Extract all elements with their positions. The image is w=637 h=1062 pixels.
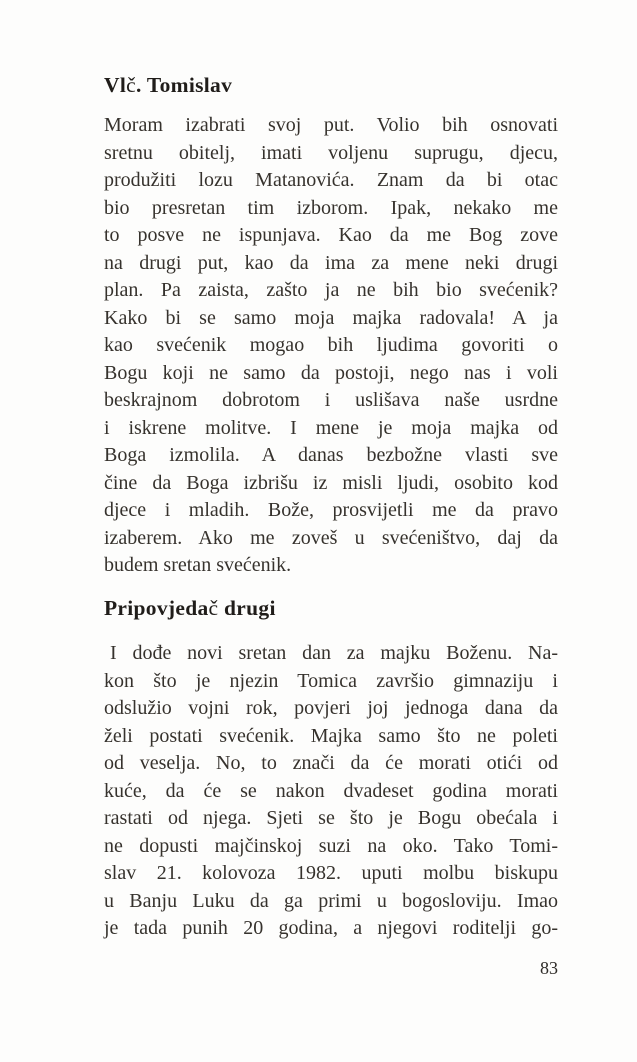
text-line: Bogu koji ne samo da postoji, nego nas i voli bbox=[104, 361, 558, 384]
text-line: to posve ne ispunjava. Kao da me Bog zove bbox=[104, 224, 558, 246]
text-line: odslužio vojni rok, povjeri joj jednoga dana da bbox=[104, 697, 558, 719]
text-line: I dođe novi sretan dan za majku Boženu. Na- bbox=[110, 642, 558, 664]
paragraph-pripovjedac-drugi bbox=[104, 640, 558, 943]
heading-caron-glyph: č bbox=[208, 596, 219, 620]
heading-text: Vl bbox=[104, 73, 127, 97]
text-line: djece i mladih. Bože, prosvijetli me da pravo bbox=[104, 499, 558, 521]
text-line: na drugi put, kao da ima za mene neki drugi bbox=[104, 251, 558, 274]
paragraph-vlc-tomislav bbox=[104, 112, 558, 580]
page-number: 83 bbox=[540, 958, 558, 978]
section-heading-vlc-tomislav bbox=[104, 72, 232, 98]
heading-text: drugi bbox=[218, 596, 276, 620]
text-block bbox=[104, 0, 558, 1062]
text-line: Boga izmolila. A danas bezbožne vlasti sve bbox=[104, 444, 558, 466]
text-line: Moram izabrati svoj put. Volio bih osnovati bbox=[104, 114, 558, 136]
text-line: bio presretan tim izborom. Ipak, nekako me bbox=[104, 196, 558, 219]
text-line: kuće, da će se nakon dvadeset godina morati bbox=[104, 779, 558, 802]
text-line: produžiti lozu Matanovića. Znam da bi otac bbox=[104, 169, 558, 191]
text-line: rastati od njega. Sjeti se što je Bogu obećala i bbox=[104, 807, 558, 829]
text-line: od veselja. No, to znači da će morati otići od bbox=[104, 752, 558, 774]
text-line: kao svećenik mogao bih ljudima govoriti o bbox=[104, 334, 558, 356]
text-line: ne dopusti majčinskoj suzi na oko. Tako Tomi- bbox=[104, 834, 558, 857]
text-line: želi postati svećenik. Majka samo što ne poleti bbox=[104, 724, 558, 747]
heading-text: Pripovjeda bbox=[104, 596, 209, 620]
heading-caron-glyph: č bbox=[126, 73, 136, 97]
text-line: čine da Boga izbrišu iz misli ljudi, osobito kod bbox=[104, 471, 558, 494]
text-line: Kako bi se samo moja majka radovala! A ja bbox=[104, 306, 558, 329]
section-heading-pripovjedac-drugi bbox=[104, 595, 276, 621]
text-line: izaberem. Ako me zoveš u svećeništvo, daj da bbox=[104, 526, 558, 549]
text-line: plan. Pa zaista, zašto ja ne bih bio svećenik? bbox=[104, 279, 558, 301]
text-line: budem sretan svećenik. bbox=[104, 554, 292, 576]
text-line: slav 21. kolovoza 1982. uputi molbu biskupu bbox=[104, 862, 558, 884]
heading-text: . Tomislav bbox=[135, 73, 233, 97]
text-line: i iskrene molitve. I mene je moja majka od bbox=[104, 416, 558, 439]
text-line: u Banju Luku da ga primi u bogosloviju. Imao bbox=[104, 889, 558, 912]
text-line: je tada punih 20 godina, a njegovi roditelji go- bbox=[104, 917, 558, 939]
text-line: beskrajnom dobrotom i uslišava naše usrdne bbox=[104, 389, 558, 411]
text-line: kon što je njezin Tomica završio gimnaziju i bbox=[104, 669, 558, 692]
text-line: sretnu obitelj, imati voljenu suprugu, djecu, bbox=[104, 141, 558, 164]
